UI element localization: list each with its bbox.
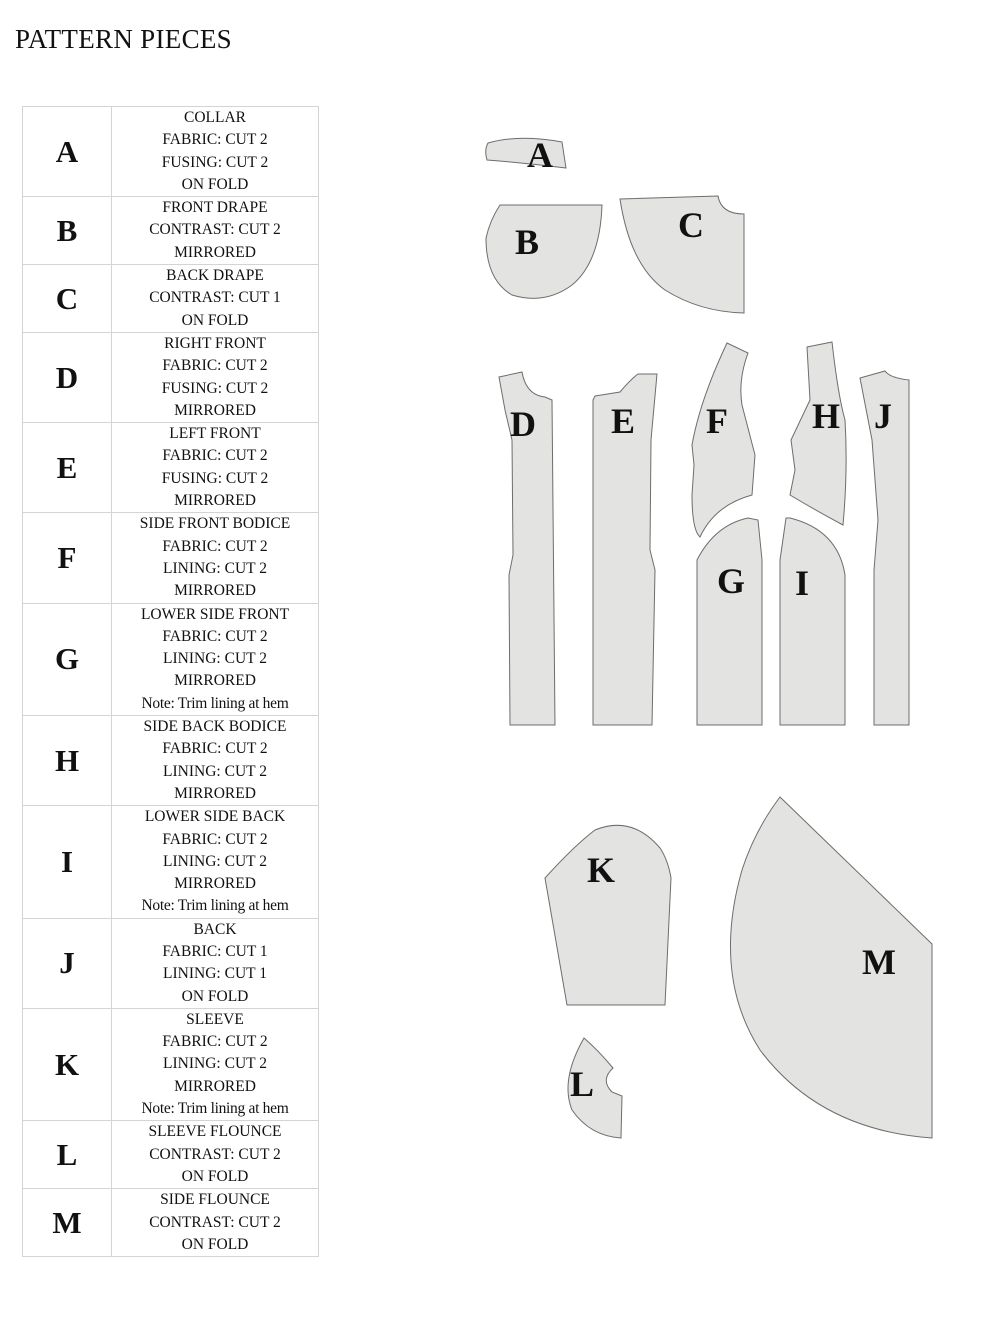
piece-label-e: E — [611, 401, 636, 441]
description-line: FRONT DRAPE — [162, 199, 268, 217]
piece-label-l: L — [570, 1064, 595, 1104]
description-line: ON FOLD — [181, 1167, 249, 1185]
description-line: FABRIC: CUT 1 — [162, 942, 268, 960]
description-line: CONTRAST: CUT 2 — [149, 1213, 281, 1231]
description-line: LEFT FRONT — [169, 425, 261, 443]
description-line: ON FOLD — [181, 987, 249, 1005]
description-line: SIDE BACK BODICE — [143, 718, 287, 736]
description-line: LOWER SIDE FRONT — [140, 605, 290, 623]
piece-letter: B — [23, 197, 112, 265]
description-line: FUSING: CUT 2 — [161, 469, 269, 487]
description-line: MIRRORED — [174, 784, 256, 802]
description-line: SIDE FLOUNCE — [160, 1191, 270, 1209]
piece-label-c: C — [678, 205, 704, 245]
description-line: FABRIC: CUT 2 — [162, 627, 268, 645]
piece-letter: A — [23, 107, 112, 197]
description-line: FABRIC: CUT 2 — [162, 537, 268, 555]
description-line: CONTRAST: CUT 2 — [149, 1145, 281, 1163]
description-line: MIRRORED — [174, 243, 256, 261]
description-line: FUSING: CUT 2 — [161, 153, 269, 171]
description-line: LINING: CUT 1 — [163, 965, 267, 983]
description-line: ON FOLD — [181, 311, 249, 329]
piece-letter: F — [23, 513, 112, 603]
piece-h-side-back-bodice — [790, 342, 846, 525]
description-line: FABRIC: CUT 2 — [162, 1033, 268, 1051]
description-line: MIRRORED — [174, 875, 256, 893]
piece-letter: M — [23, 1189, 112, 1257]
piece-letter: D — [23, 332, 112, 422]
note-line: Note: Trim lining at hem — [141, 897, 289, 915]
description-line: FABRIC: CUT 2 — [162, 740, 268, 758]
piece-label-h: H — [812, 396, 841, 436]
piece-letter: L — [23, 1121, 112, 1189]
piece-letter: J — [23, 918, 112, 1008]
piece-g-lower-side-front — [697, 518, 762, 725]
description-line: MIRRORED — [174, 492, 256, 510]
piece-f-side-front-bodice — [692, 343, 755, 537]
piece-e-left-front — [593, 374, 657, 725]
description-line: LINING: CUT 2 — [163, 650, 267, 668]
piece-letter: E — [23, 423, 112, 513]
piece-label-f: F — [706, 401, 728, 441]
description-line: FUSING: CUT 2 — [161, 379, 269, 397]
description-line: CONTRAST: CUT 1 — [149, 289, 281, 307]
description-line: CONTRAST: CUT 2 — [149, 221, 281, 239]
note-line: Note: Trim lining at hem — [141, 1100, 289, 1118]
piece-label-a: A — [527, 135, 553, 175]
piece-label-j: J — [874, 396, 892, 436]
description-line: MIRRORED — [174, 1077, 256, 1095]
description-line: MIRRORED — [174, 582, 256, 600]
piece-b-front-drape — [486, 205, 602, 298]
piece-letter: C — [23, 265, 112, 333]
description-line: RIGHT FRONT — [164, 334, 266, 352]
piece-j-back — [860, 371, 909, 725]
description-line: BACK — [193, 920, 237, 938]
piece-a-collar — [486, 135, 566, 175]
piece-k-sleeve — [545, 825, 671, 1005]
description-line: ON FOLD — [181, 175, 249, 193]
description-line: SLEEVE — [186, 1010, 244, 1028]
piece-label-k: K — [587, 850, 616, 890]
description-line: LINING: CUT 2 — [163, 852, 267, 870]
piece-i-lower-side-back — [780, 518, 845, 725]
description-line: MIRRORED — [174, 401, 256, 419]
description-line: FABRIC: CUT 2 — [162, 357, 268, 375]
piece-letter: K — [23, 1008, 112, 1120]
piece-m-side-flounce — [730, 797, 932, 1138]
description-line: LINING: CUT 2 — [163, 559, 267, 577]
piece-label-i: I — [795, 563, 810, 603]
description-line: ON FOLD — [181, 1235, 249, 1253]
description-line: LINING: CUT 2 — [163, 762, 267, 780]
description-line: BACK DRAPE — [166, 267, 264, 285]
piece-c-back-drape — [620, 196, 744, 313]
description-line: FABRIC: CUT 2 — [162, 447, 268, 465]
piece-letter: H — [23, 716, 112, 806]
piece-letter: I — [23, 806, 112, 918]
description-line: MIRRORED — [174, 672, 256, 690]
description-line: SLEEVE FLOUNCE — [148, 1123, 282, 1141]
description-line: LINING: CUT 2 — [163, 1055, 267, 1073]
description-line: LOWER SIDE BACK — [144, 808, 286, 826]
piece-label-g: G — [717, 561, 746, 601]
description-line: COLLAR — [184, 109, 246, 126]
note-line: Note: Trim lining at hem — [141, 694, 289, 712]
piece-label-d: D — [510, 404, 536, 444]
piece-label-m: M — [862, 942, 896, 982]
description-line: SIDE FRONT BODICE — [139, 515, 291, 533]
page-title: PATTERN PIECES — [15, 24, 232, 54]
piece-l-sleeve-flounce — [568, 1038, 622, 1138]
piece-letter: G — [23, 603, 112, 715]
piece-label-b: B — [515, 222, 540, 262]
piece-d-right-front — [499, 372, 555, 725]
description-line: FABRIC: CUT 2 — [162, 830, 268, 848]
description-line: FABRIC: CUT 2 — [162, 131, 268, 149]
